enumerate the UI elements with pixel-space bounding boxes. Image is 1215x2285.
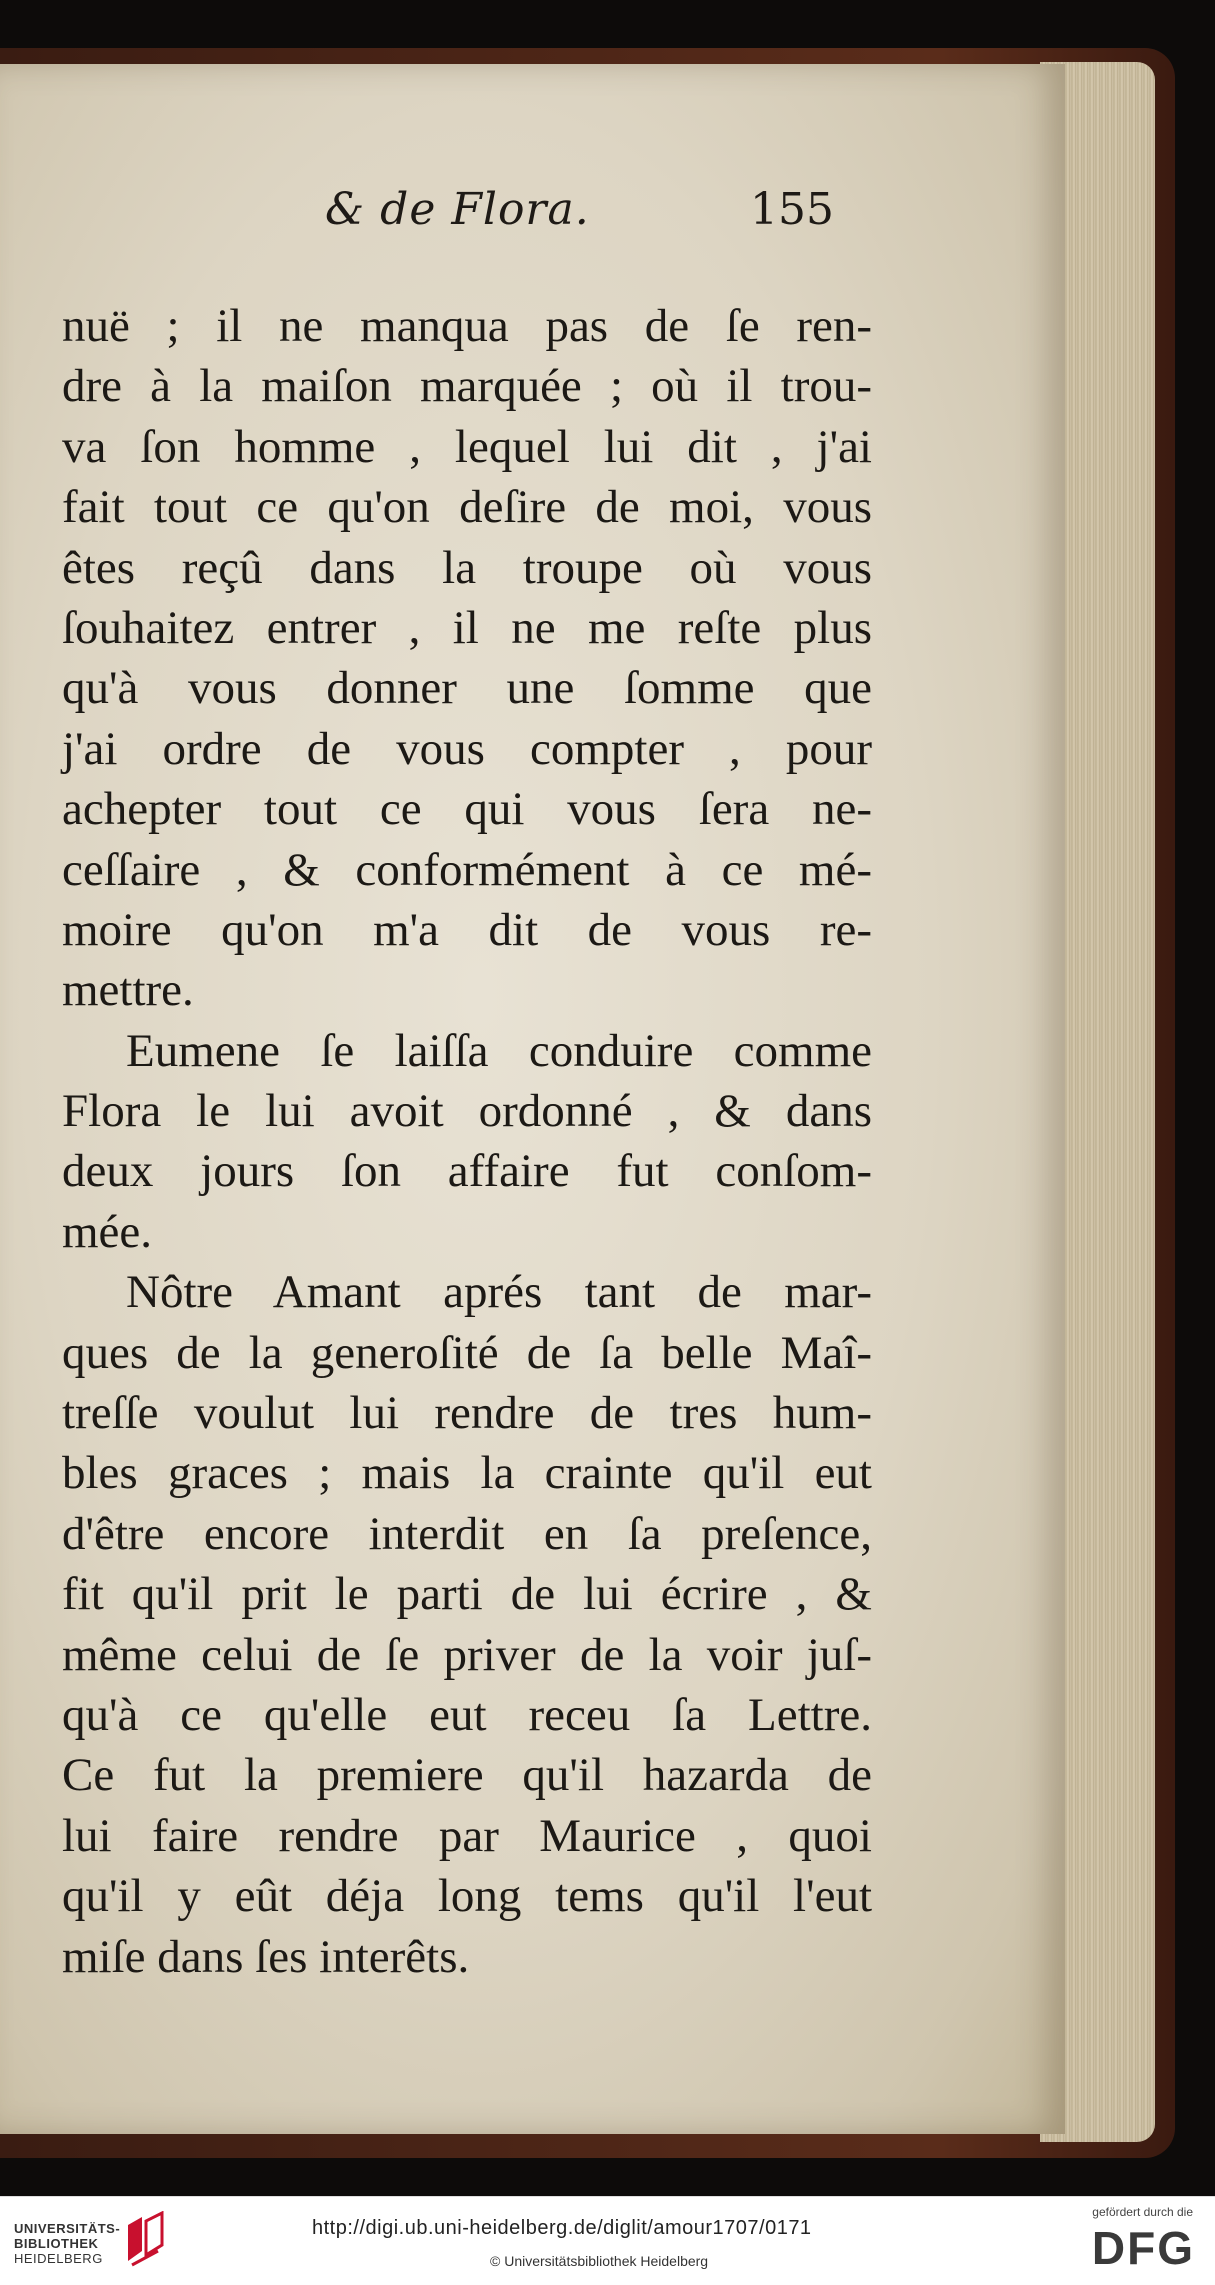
copyright-notice: © Universitätsbibliothek Heidelberg [490, 2253, 709, 2269]
text-line: même celui de ſe priver de la voir juſ- [62, 1628, 872, 1681]
text-line: fait tout ce qu'on deſire de moi, vous [62, 481, 872, 534]
text-line: treſſe voulut lui rendre de tres hum- [62, 1387, 872, 1440]
dfg-logo[interactable]: DFG [1091, 2222, 1195, 2274]
page-number: 155 [750, 184, 834, 235]
text-line: bles graces ; mais la crainte qu'il eut [62, 1447, 872, 1500]
text-line: moire qu'on m'a dit de vous re- [62, 903, 872, 956]
text-line: miſe dans ſes interêts. [62, 1930, 470, 1983]
text-line: j'ai ordre de vous compter , pour [62, 722, 872, 775]
text-line: mée. [62, 1205, 153, 1258]
viewer-footer [0, 2196, 1215, 2285]
book-page [0, 64, 1065, 2134]
text-line: Flora le lui avoit ordonné , & dans [62, 1085, 872, 1138]
library-name-line: UNIVERSITÄTS- [14, 2221, 121, 2236]
text-line: ques de la generoſité de ſa belle Maî- [62, 1326, 872, 1379]
text-line: qu'à ce qu'elle eut receu ſa Lettre. [62, 1688, 872, 1741]
text-line: dre à la maiſon marquée ; où il trou- [62, 360, 872, 413]
text-line: êtes reçû dans la troupe où vous [62, 541, 872, 594]
text-line: mettre. [62, 964, 194, 1017]
text-line: fit qu'il prit le parti de lui écrire , & [62, 1568, 872, 1621]
running-title: & de Flora. [325, 184, 590, 235]
ub-emblem-icon [122, 2211, 168, 2267]
running-head [60, 184, 860, 274]
text-line: deux jours ſon affaire fut conſom- [62, 1145, 872, 1198]
text-line: ſouhaitez entrer , il ne me reſte plus [62, 601, 872, 654]
document-url-link[interactable]: http://digi.ub.uni-heidelberg.de/diglit/amour1707/0171 [312, 2217, 812, 2239]
text-line: Nôtre Amant aprés tant de mar- [126, 1266, 872, 1319]
library-name-line: HEIDELBERG [14, 2251, 103, 2266]
text-line: Eumene ſe laiſſa conduire comme [126, 1024, 872, 1077]
text-line: qu'à vous donner une ſomme que [62, 662, 872, 715]
library-name-line: BIBLIOTHEK [14, 2236, 99, 2251]
text-line: ceſſaire , & conformément à ce mé- [62, 843, 872, 896]
body-text [62, 296, 872, 1987]
text-line: achepter tout ce qui vous ſera ne- [62, 783, 872, 836]
text-line: nuë ; il ne manqua pas de ſe ren- [62, 300, 872, 352]
text-line: Ce fut la premiere qu'il hazarda de [62, 1749, 872, 1802]
text-line: d'être encore interdit en ſa preſence, [62, 1507, 872, 1560]
funded-by-label: gefördert durch die [1092, 2205, 1193, 2219]
text-line: qu'il y eût déja long tems qu'il l'eut [62, 1870, 872, 1923]
text-line: lui faire rendre par Maurice , quoi [62, 1809, 872, 1862]
text-line: va ſon homme , lequel lui dit , j'ai [62, 420, 872, 473]
